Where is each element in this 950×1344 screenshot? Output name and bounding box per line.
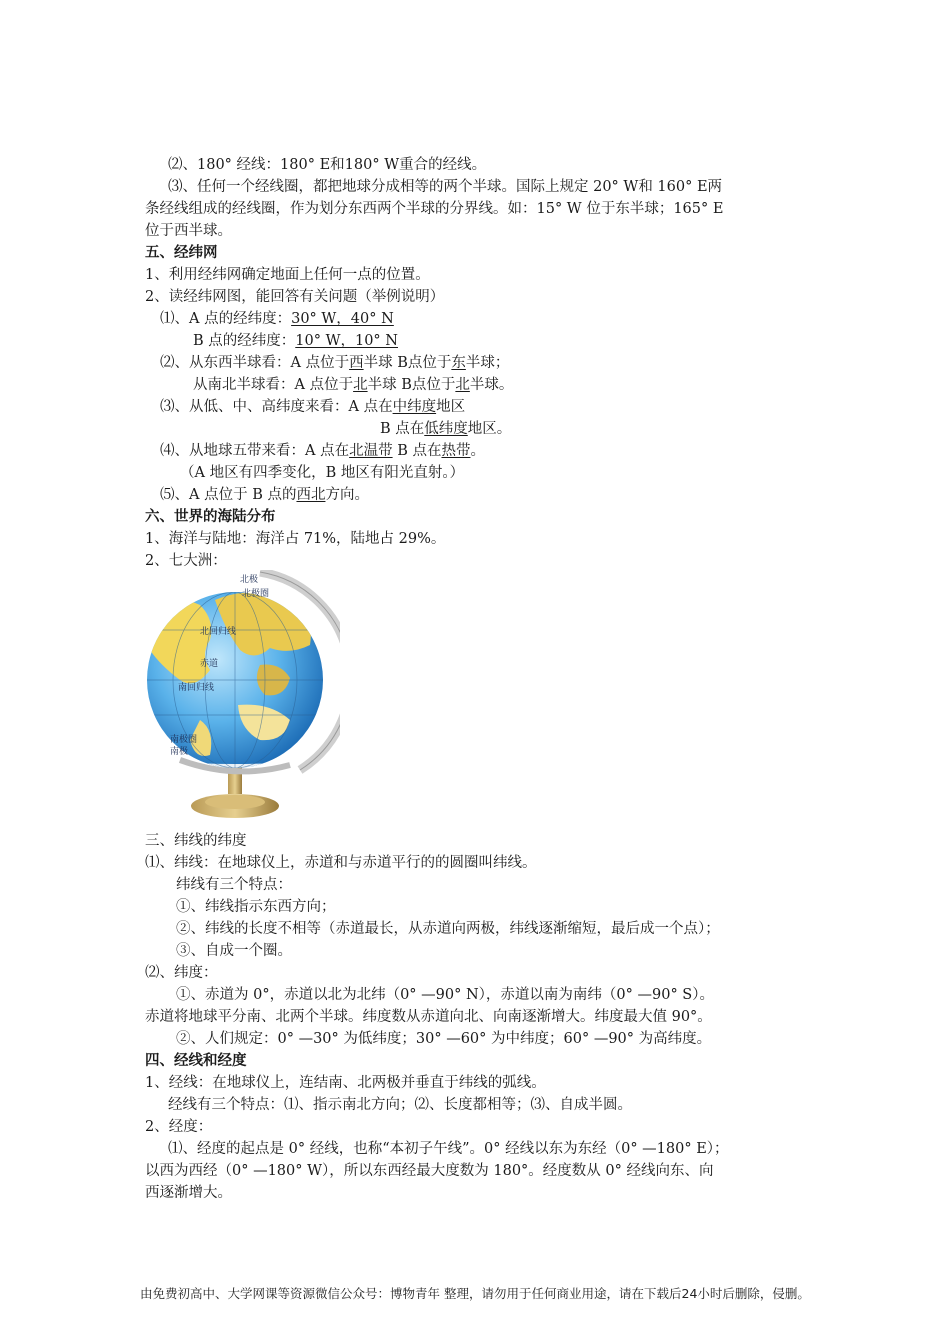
label-north-pole: 北极 [240, 575, 259, 585]
meridian-def: 1、经线：在地球仪上，连结南、北两极并垂直于纬线的弧线。 [145, 1075, 546, 1091]
latitude-zone-b: B 点在低纬度地区。 [380, 421, 512, 437]
latitude-degree-2: ②、人们规定：0° —30° 为低纬度；30° —60° 为中纬度；60° —90° 为高纬度。 [176, 1031, 712, 1047]
latitude-degree-1: ①、赤道为 0°，赤道以北为北纬（0° —90° N），赤道以南为南纬（0° —90° S）。 [176, 987, 714, 1003]
graticule-item-2: 2、读经纬网图，能回答有关问题（举例说明） [145, 289, 445, 305]
point-b-answer: 10° W，10° N [295, 333, 398, 349]
graticule-item-1: 1、利用经纬网确定地面上任何一点的位置。 [145, 267, 430, 283]
label-arctic-circle: 北极圈 [242, 589, 270, 599]
label-tropic-cancer: 北回归线 [200, 627, 237, 637]
latitude-feature-1: ①、纬线指示东西方向； [176, 899, 336, 915]
latitude-zone-a: ⑶、从低、中、高纬度来看：A 点在中纬度地区 [160, 399, 466, 415]
hemisphere-east-west: ⑵、从东西半球看：A 点位于西半球 B点位于东半球； [160, 355, 510, 371]
globe-svg [140, 570, 340, 825]
meridian-circle-line-cont: 条经线组成的经线圈，作为划分东西两个半球的分界线。如：15° W 位于东半球；165° E [145, 201, 724, 217]
land-sea-item-1: 1、海洋与陆地：海洋占 71%，陆地占 29%。 [145, 531, 446, 547]
relative-direction-line: ⑸、A 点位于 B 点的西北方向。 [160, 487, 369, 503]
footer-notice: 由免费初高中、大学网课等资源微信公众号：博物青年 整理，请勿用于任何商业用途，请在下载后24小时后删除，侵删。 [140, 1286, 810, 1301]
point-a-coords: ⑴、A 点的经纬度：30° W，40° N [160, 311, 394, 327]
section-heading-latitude: 三、纬线的纬度 [145, 833, 247, 849]
point-a-answer: 30° W，40° N [291, 311, 394, 327]
latitude-degree-1-cont: 赤道将地球平分南、北两个半球。纬度数从赤道向北、向南逐渐增大。纬度最大值 90°。 [145, 1009, 712, 1025]
section-heading-longitude: 四、经线和经度 [145, 1053, 247, 1069]
label-equator: 赤道 [200, 659, 219, 669]
section-heading-graticule: 五、经纬网 [145, 245, 218, 261]
latitude-feature-3: ③、自成一个圈。 [176, 943, 292, 959]
longitude-heading: 2、经度： [145, 1119, 213, 1135]
meridian-circle-line: ⑶、任何一个经线圈，都把地球分成相等的两个半球。国际上规定 20° W和 160° E两 [168, 179, 723, 195]
latitude-features-intro: 纬线有三个特点： [176, 877, 292, 893]
meridian-180-line: ⑵、180° 经线：180° E和180° W重合的经线。 [168, 157, 487, 173]
longitude-line-1: ⑴、经度的起点是 0° 经线，也称“本初子午线”。0° 经线以东为东经（0° —180° E）； [168, 1141, 729, 1157]
five-zones-line: ⑷、从地球五带来看：A 点在北温带 B 点在热带。 [160, 443, 485, 459]
longitude-line-2: 以西为西经（0° —180° W），所以东西经最大度数为 180°。经度数从 0° 经线向东、向 [145, 1163, 714, 1179]
land-sea-item-2: 2、七大洲： [145, 553, 227, 569]
meridian-features: 经线有三个特点：⑴、指示南北方向；⑵、长度都相等；⑶、自成半圆。 [168, 1097, 632, 1113]
section-heading-land-sea: 六、世界的海陆分布 [145, 509, 276, 525]
point-b-coords: B 点的经纬度：10° W，10° N [193, 333, 398, 349]
label-antarctic-circle: 南极圈 [170, 735, 198, 745]
five-zones-note: （A 地区有四季变化，B 地区有阳光直射。） [180, 465, 465, 481]
latitude-degree-heading: ⑵、纬度： [145, 965, 218, 981]
globe-illustration [140, 570, 340, 825]
latitude-def: ⑴、纬线：在地球仪上，赤道和与赤道平行的的圆圈叫纬线。 [145, 855, 537, 871]
label-tropic-capricorn: 南回归线 [178, 683, 215, 693]
label-south-pole: 南极 [170, 747, 189, 757]
longitude-line-3: 西逐渐增大。 [145, 1185, 232, 1201]
meridian-circle-line-end: 位于西半球。 [145, 223, 232, 239]
latitude-feature-2: ②、纬线的长度不相等（赤道最长，从赤道向两极，纬线逐渐缩短，最后成一个点）； [176, 921, 720, 937]
hemisphere-north-south: 从南北半球看：A 点位于北半球 B点位于北半球。 [193, 377, 514, 393]
